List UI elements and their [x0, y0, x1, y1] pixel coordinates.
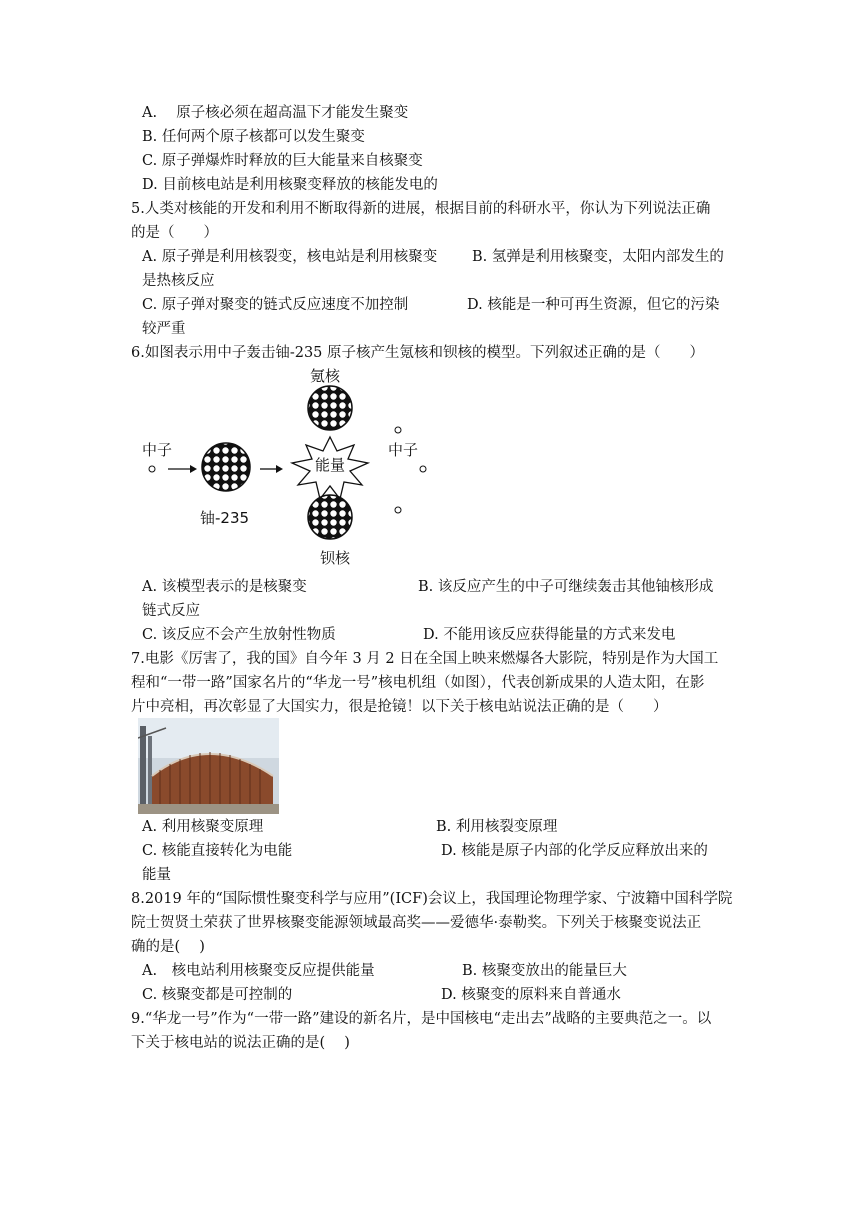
arrow-1-head — [190, 465, 197, 473]
q4-option-d: D. 目前核电站是利用核聚变释放的核能发电的 — [142, 177, 438, 193]
q9-stem-line1: 9.“华龙一号”作为“一带一路”建设的新名片，是中国核电“走出去”战略的主要典范之一。以 — [131, 1011, 712, 1027]
q5-option-a: A. 原子弹是利用核裂变，核电站是利用核聚变 — [142, 249, 438, 265]
krypton-nucleus — [308, 386, 352, 430]
q5-option-b: B. 氢弹是利用核聚变，太阳内部发生的 — [472, 249, 724, 265]
q7-option-b: B. 利用核裂变原理 — [436, 819, 558, 835]
barium-label: 钡核 — [320, 549, 351, 567]
q5-stem-line2: 的是（ ） — [131, 225, 218, 241]
q7-option-d-cont: 能量 — [142, 867, 171, 883]
neutron-left — [149, 466, 155, 472]
neutron-out-1 — [395, 427, 401, 433]
q6-stem: 6.如图表示用中子轰击铀-235 原子核产生氪核和钡核的模型。下列叙述正确的是（ ） — [131, 345, 705, 361]
neutron-out-2 — [420, 466, 426, 472]
q7-stem-line1: 7.电影《厉害了，我的国》自今年 3 月 2 日在全国上映来燃爆各大影院，特别是作为大国工 — [131, 651, 719, 667]
q7-option-d: D. 核能是原子内部的化学反应释放出来的 — [441, 843, 708, 859]
barium-nucleus — [308, 495, 352, 539]
q8-stem-line2: 院士贺贤土荣获了世界核聚变能源领域最高奖——爱德华·泰勒奖。下列关于核聚变说法正 — [131, 915, 702, 931]
q7-stem-line2: 程和“一带一路”国家名片的“华龙一号”核电机组（如图），代表创新成果的人造太阳，在影 — [131, 675, 705, 691]
q8-option-c: C. 核聚变都是可控制的 — [142, 987, 293, 1003]
hualong-reactor-photo — [138, 718, 279, 814]
uranium-label: 铀-235 — [200, 509, 250, 527]
fission-diagram — [140, 365, 440, 570]
neutron-label-right: 中子 — [388, 441, 419, 459]
q6-option-c: C. 该反应不会产生放射性物质 — [142, 627, 336, 643]
q7-option-c: C. 核能直接转化为电能 — [142, 843, 293, 859]
q4-option-c: C. 原子弹爆炸时释放的巨大能量来自核聚变 — [142, 153, 423, 169]
q8-option-a: A. 核电站利用核聚变反应提供能量 — [142, 963, 375, 979]
q8-stem-line1: 8.2019 年的“国际惯性聚变科学与应用”(ICF)会议上，我国理论物理学家、宁波籍中国科学院 — [131, 891, 733, 907]
neutron-out-3 — [395, 507, 401, 513]
q5-stem-line1: 5.人类对核能的开发和利用不断取得新的进展，根据目前的科研水平，你认为下列说法正确 — [131, 201, 711, 217]
q6-option-d: D. 不能用该反应获得能量的方式来发电 — [423, 627, 676, 643]
q8-option-d: D. 核聚变的原料来自普通水 — [441, 987, 621, 1003]
q9-stem-line2: 下关于核电站的说法正确的是( ) — [131, 1035, 350, 1051]
q6-option-b-cont: 链式反应 — [142, 603, 200, 619]
q6-option-a: A. 该模型表示的是核聚变 — [142, 579, 307, 595]
q8-option-b: B. 核聚变放出的能量巨大 — [462, 963, 627, 979]
q5-option-b-cont: 是热核反应 — [142, 273, 215, 289]
q5-option-c: C. 原子弹对聚变的链式反应速度不加控制 — [142, 297, 409, 313]
q7-option-a: A. 利用核聚变原理 — [142, 819, 264, 835]
uranium-nucleus — [202, 443, 250, 491]
q8-stem-line3: 确的是( ) — [131, 939, 205, 955]
energy-label: 能量 — [315, 456, 346, 474]
q7-stem-line3: 片中亮相，再次彰显了大国实力，很是抢镜！以下关于核电站说法正确的是（ ） — [131, 699, 668, 715]
q6-option-b: B. 该反应产生的中子可继续轰击其他铀核形成 — [418, 579, 714, 595]
neutron-label-left: 中子 — [142, 441, 173, 459]
q4-option-b: B. 任何两个原子核都可以发生聚变 — [142, 129, 365, 145]
q5-option-d-cont: 较严重 — [142, 321, 186, 337]
arrow-2-head — [276, 465, 283, 473]
q4-option-a: A. 原子核必须在超高温下才能发生聚变 — [142, 105, 409, 121]
q5-option-d: D. 核能是一种可再生资源，但它的污染 — [467, 297, 720, 313]
krypton-label: 氪核 — [310, 367, 341, 385]
